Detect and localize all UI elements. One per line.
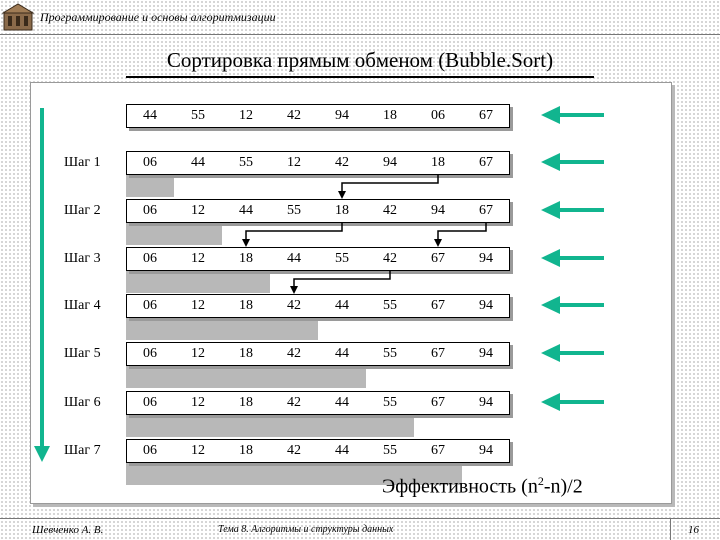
title-underline — [126, 76, 594, 78]
array-cell: 67 — [431, 443, 445, 458]
array-cell: 55 — [191, 108, 205, 123]
step-label: Шаг 7 — [64, 443, 101, 458]
array-cell: 18 — [239, 298, 253, 313]
array-cell: 94 — [479, 346, 493, 361]
array-cell: 42 — [287, 298, 301, 313]
array-cell: 06 — [143, 395, 157, 410]
array-cell: 06 — [143, 251, 157, 266]
array-cell: 67 — [431, 251, 445, 266]
sorted-part-bar — [126, 415, 414, 437]
array-cell: 42 — [287, 443, 301, 458]
step-label: Шаг 1 — [64, 155, 101, 170]
efficiency-exponent: 2 — [537, 474, 544, 488]
array-cell: 44 — [335, 346, 349, 361]
array-cell: 44 — [191, 155, 205, 170]
array-cell: 06 — [143, 346, 157, 361]
array-cell: 06 — [143, 203, 157, 218]
footer-topic: Тема 8. Алгоритмы и структуры данных — [218, 524, 394, 535]
array-cell: 55 — [383, 298, 397, 313]
array-cell: 12 — [191, 203, 205, 218]
array-cell: 18 — [383, 108, 397, 123]
footer-divider — [0, 518, 720, 519]
array-cell: 44 — [335, 443, 349, 458]
array-cell: 67 — [431, 298, 445, 313]
array-cell: 67 — [479, 155, 493, 170]
array-cell: 12 — [191, 443, 205, 458]
array-cell: 12 — [191, 298, 205, 313]
array-cell: 42 — [287, 395, 301, 410]
course-title: Программирование и основы алгоритмизации — [40, 10, 276, 24]
efficiency-suffix: -n)/2 — [543, 475, 583, 498]
array-cell: 67 — [431, 346, 445, 361]
step-label: Шаг 4 — [64, 298, 101, 313]
sorted-part-bar — [126, 271, 270, 293]
array-cell: 67 — [479, 108, 493, 123]
array-cell: 94 — [479, 298, 493, 313]
array-cell: 06 — [143, 155, 157, 170]
array-cell: 18 — [239, 395, 253, 410]
sorted-part-bar — [126, 175, 174, 197]
header-divider — [0, 34, 720, 35]
array-cell: 06 — [143, 443, 157, 458]
array-cell: 18 — [239, 443, 253, 458]
array-cell: 42 — [287, 346, 301, 361]
array-cell: 12 — [191, 395, 205, 410]
array-cell: 42 — [383, 203, 397, 218]
array-cell: 18 — [431, 155, 445, 170]
array-cell: 55 — [383, 443, 397, 458]
sorted-part-bar — [126, 223, 222, 245]
step-label: Шаг 5 — [64, 346, 101, 361]
efficiency-prefix: Эффективность (n — [382, 475, 538, 498]
array-cell: 18 — [335, 203, 349, 218]
slide-title: Сортировка прямым обменом (Bubble.Sort) — [166, 48, 554, 72]
array-cell: 44 — [335, 395, 349, 410]
header-bar — [0, 0, 720, 36]
footer-author: Шевченко А. В. — [32, 524, 104, 536]
array-cell: 94 — [479, 395, 493, 410]
building-logo-icon — [2, 2, 34, 32]
array-cell: 94 — [383, 155, 397, 170]
array-cell: 94 — [479, 251, 493, 266]
array-cell: 12 — [191, 346, 205, 361]
sorted-part-bar — [126, 318, 318, 340]
array-cell: 06 — [431, 108, 445, 123]
array-cell: 55 — [239, 155, 253, 170]
array-cell: 12 — [191, 251, 205, 266]
array-cell: 94 — [479, 443, 493, 458]
array-cell: 55 — [335, 251, 349, 266]
array-cell: 42 — [383, 251, 397, 266]
array-cell: 42 — [287, 108, 301, 123]
efficiency-formula — [382, 474, 583, 499]
array-cell: 67 — [479, 203, 493, 218]
step-label: Шаг 2 — [64, 203, 101, 218]
step-label: Шаг 6 — [64, 395, 101, 410]
page-number-divider — [670, 519, 671, 540]
array-cell: 55 — [383, 346, 397, 361]
array-cell: 55 — [287, 203, 301, 218]
array-cell: 18 — [239, 251, 253, 266]
array-cell: 06 — [143, 298, 157, 313]
array-cell: 42 — [335, 155, 349, 170]
array-cell: 44 — [143, 108, 157, 123]
array-cell: 12 — [287, 155, 301, 170]
array-cell: 12 — [239, 108, 253, 123]
array-cell: 94 — [431, 203, 445, 218]
step-label: Шаг 3 — [64, 251, 101, 266]
array-cell: 94 — [335, 108, 349, 123]
array-cell: 55 — [383, 395, 397, 410]
sorted-part-bar — [126, 366, 366, 388]
array-cell: 67 — [431, 395, 445, 410]
array-cell: 44 — [239, 203, 253, 218]
array-cell: 18 — [239, 346, 253, 361]
page-number: 16 — [688, 524, 699, 536]
array-cell: 44 — [335, 298, 349, 313]
array-cell: 44 — [287, 251, 301, 266]
